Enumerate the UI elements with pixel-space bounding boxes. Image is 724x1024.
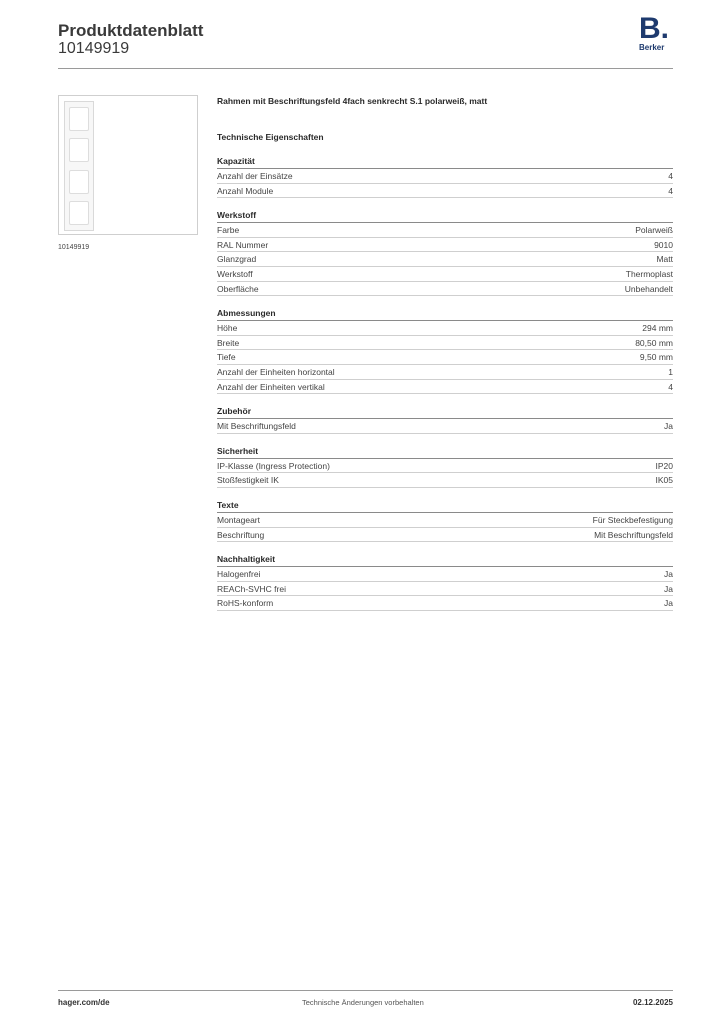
spec-value: 294 mm	[642, 323, 673, 334]
image-caption: 10149919	[58, 244, 90, 251]
spec-value: Ja	[664, 569, 673, 580]
spec-value: 9010	[654, 239, 673, 250]
section-title: Texte	[217, 498, 673, 513]
spec-value: Thermoplast	[625, 268, 673, 279]
spec-label: IP-Klasse (Ingress Protection)	[217, 460, 330, 471]
spec-value: 9,50 mm	[639, 352, 673, 363]
spec-row	[217, 513, 673, 528]
frame-slot	[69, 201, 89, 225]
spec-row	[217, 473, 673, 488]
spec-label: Farbe	[217, 225, 240, 236]
spec-label: Halogenfrei	[217, 569, 261, 580]
section-title: Nachhaltigkeit	[217, 552, 673, 567]
spec-row	[217, 365, 673, 380]
spec-section	[217, 498, 673, 542]
spec-row	[217, 282, 673, 297]
berker-logo	[639, 12, 675, 52]
spec-label: Glanzgrad	[217, 254, 257, 265]
spec-label: Beschriftung	[217, 529, 265, 540]
footer-divider	[58, 990, 673, 991]
spec-content	[217, 94, 673, 611]
spec-row	[217, 528, 673, 543]
spec-row	[217, 459, 673, 474]
spec-row	[217, 336, 673, 351]
spec-value: Polarweiß	[635, 225, 673, 236]
spec-row	[217, 582, 673, 597]
section-title: Werkstoff	[217, 208, 673, 223]
section-title: Zubehör	[217, 404, 673, 419]
spec-value: Ja	[664, 583, 673, 594]
spec-section	[217, 404, 673, 434]
spec-row	[217, 223, 673, 238]
spec-section	[217, 154, 673, 198]
frame-slot	[69, 138, 89, 162]
tech-heading: Technische Eigenschaften	[217, 132, 324, 142]
frame-slot	[69, 107, 89, 131]
spec-section	[217, 444, 673, 488]
page-title: Produktdatenblatt	[58, 21, 204, 40]
footer-disclaimer: Technische Änderungen vorbehalten	[302, 998, 424, 1007]
product-number: 10149919	[58, 40, 130, 57]
spec-value: IP20	[655, 460, 673, 471]
spec-section	[217, 208, 673, 296]
spec-label: Werkstoff	[217, 268, 253, 279]
product-image	[64, 101, 94, 231]
header-divider	[58, 68, 673, 69]
spec-row	[217, 380, 673, 395]
spec-label: Anzahl der Einheiten horizontal	[217, 366, 335, 377]
spec-label: REACh-SVHC frei	[217, 583, 286, 594]
spec-row	[217, 184, 673, 199]
spec-value: 4	[668, 185, 673, 196]
section-title: Kapazität	[217, 154, 673, 169]
spec-label: Anzahl der Einsätze	[217, 171, 293, 181]
section-title: Abmessungen	[217, 306, 673, 321]
logo-mark: B.	[639, 12, 669, 45]
spec-row	[217, 267, 673, 282]
spec-value: Matt	[656, 254, 673, 265]
spec-section	[217, 552, 673, 611]
spec-label: Mit Beschriftungsfeld	[217, 421, 296, 432]
spec-label: Anzahl der Einheiten vertikal	[217, 381, 325, 392]
spec-row	[217, 567, 673, 582]
spec-row	[217, 169, 673, 184]
spec-label: RAL Nummer	[217, 239, 269, 250]
spec-row	[217, 238, 673, 253]
spec-row	[217, 419, 673, 434]
spec-label: Stoßfestigkeit IK	[217, 475, 279, 486]
spec-value: Mit Beschriftungsfeld	[594, 529, 673, 540]
spec-value: Ja	[664, 421, 673, 432]
logo-text: Berker	[639, 43, 665, 52]
spec-sections	[217, 154, 673, 611]
spec-label: RoHS-konform	[217, 598, 274, 609]
spec-value: 4	[668, 381, 673, 392]
spec-row	[217, 321, 673, 336]
spec-value: 4	[668, 171, 673, 181]
section-title: Sicherheit	[217, 444, 673, 459]
footer-date: 02.12.2025	[632, 998, 673, 1007]
footer-website: hager.com/de	[58, 998, 110, 1007]
spec-value: IK05	[655, 475, 673, 486]
spec-row	[217, 596, 673, 611]
spec-label: Tiefe	[217, 352, 236, 363]
spec-section	[217, 306, 673, 394]
spec-label: Montageart	[217, 514, 260, 525]
spec-label: Oberfläche	[217, 283, 259, 294]
frame-slot	[69, 170, 89, 194]
spec-label: Breite	[217, 337, 240, 348]
spec-row	[217, 350, 673, 365]
spec-label: Höhe	[217, 323, 238, 334]
spec-row	[217, 252, 673, 267]
spec-label: Anzahl Module	[217, 185, 274, 196]
spec-value: 1	[668, 366, 673, 377]
spec-value: Für Steckbefestigung	[592, 514, 673, 525]
product-title: Rahmen mit Beschriftungsfeld 4fach senkrecht S.1 polarweiß, matt	[217, 96, 488, 106]
spec-value: 80,50 mm	[635, 337, 673, 348]
spec-value: Unbehandelt	[624, 283, 673, 294]
spec-value: Ja	[664, 598, 673, 609]
